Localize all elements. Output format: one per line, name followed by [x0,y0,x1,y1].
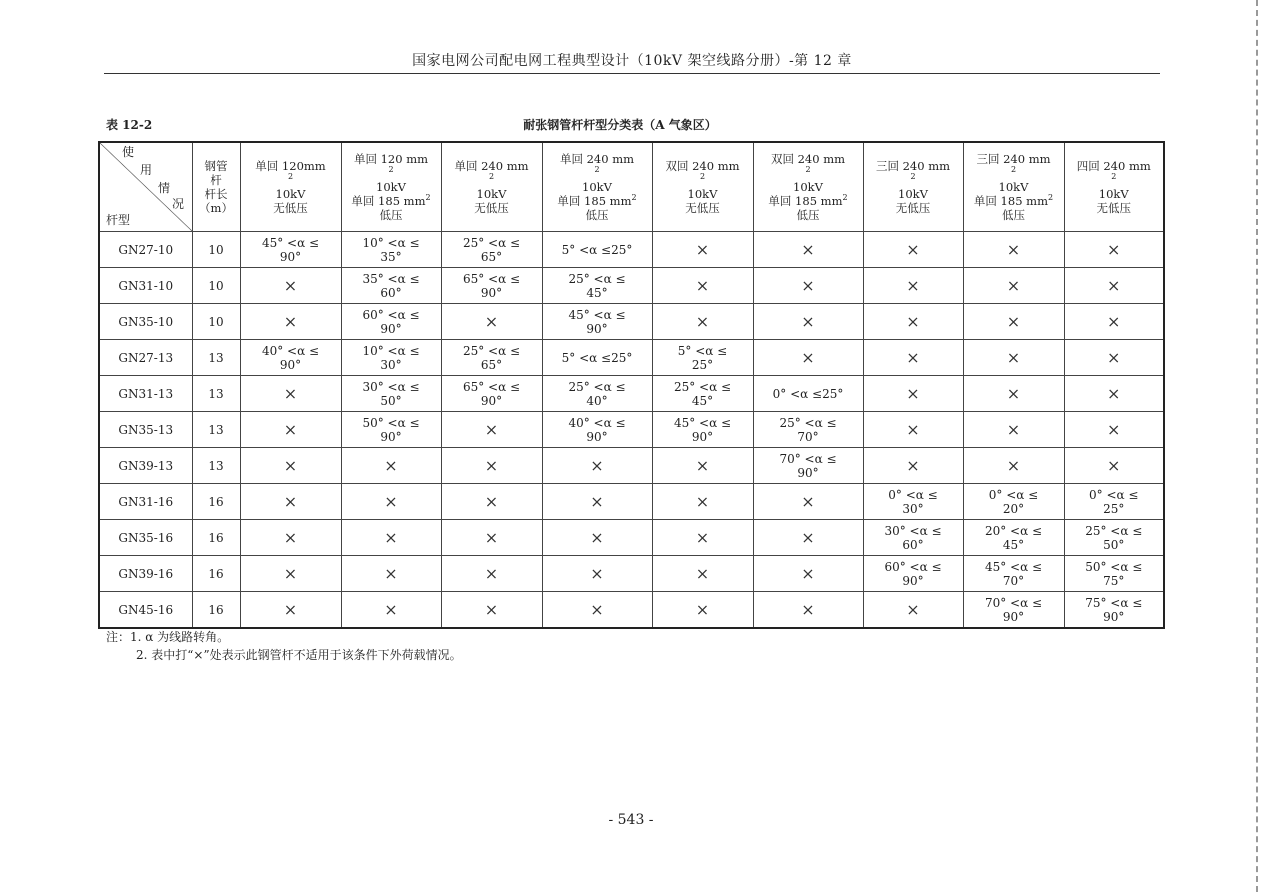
angle-range-line-1: 0° <α ≤25° [772,386,844,401]
angle-range-line-1: 70° <α ≤ [984,595,1043,610]
angle-range-cell [652,412,753,448]
not-applicable-cross-icon: × [863,232,963,268]
angle-range-line-2: 25° [691,357,714,372]
pole-type-cell: GN45-16 [99,592,192,629]
pole-length-cell: 16 [192,556,240,592]
not-applicable-cross-icon: × [863,448,963,484]
col-header-3: 单回 240 mm $^2$ 10kV 无低压 [441,142,542,232]
note-1: 注：1. α 为线路转角。 [106,630,230,644]
angle-range-line-1: 50° <α ≤ [362,415,420,430]
angle-range-cell [542,376,652,412]
not-applicable-cross-icon: × [240,484,341,520]
pole-length-cell: 13 [192,340,240,376]
angle-range-line-2: 75° [1103,573,1125,588]
angle-range-line-2: 90° [586,429,608,444]
pole-length-cell: 16 [192,484,240,520]
angle-range-line-1: 20° <α ≤ [984,523,1043,538]
angle-range-cell [341,232,441,268]
table-row [99,304,1164,340]
corner-diagonal-cell [99,142,192,232]
col-header-8: 三回 240 mm $^2$ 10kV 单回 185 $mm^2$ 低压 [963,142,1064,232]
angle-range-cell [652,376,753,412]
table-row [99,592,1164,629]
not-applicable-cross-icon: × [441,304,542,340]
col-pole-length-header: 钢管 杆 杆长 （m） [192,142,240,232]
angle-range-cell [240,340,341,376]
not-applicable-cross-icon: × [753,268,863,304]
pole-type-cell: GN31-16 [99,484,192,520]
corner-label-1: 使 [122,145,135,159]
angle-range-line-1: 75° <α ≤ [1085,595,1143,610]
pole-type-cell: GN39-16 [99,556,192,592]
angle-range-line-1: 25° <α ≤ [779,415,837,430]
angle-range-cell [542,340,652,376]
angle-range-line-2: 90° [586,321,608,336]
angle-range-cell [341,340,441,376]
angle-range-line-1: 40° <α ≤ [568,415,626,430]
not-applicable-cross-icon: × [652,556,753,592]
running-header: 国家电网公司配电网工程典型设计（10kV 架空线路分册）-第 12 章 [412,53,852,69]
angle-range-line-2: 90° [902,573,924,588]
table-row [99,268,1164,304]
not-applicable-cross-icon: × [441,448,542,484]
corner-label-4: 况 [172,197,185,211]
angle-range-cell [240,232,341,268]
col-header-4: 单回 240 mm $^2$ 10kV 单回 185 $mm^2$ 低压 [542,142,652,232]
not-applicable-cross-icon: × [652,268,753,304]
angle-range-cell [963,520,1064,556]
angle-range-cell [341,376,441,412]
pole-type-cell: GN27-10 [99,232,192,268]
table-row [99,520,1164,556]
not-applicable-cross-icon: × [652,592,753,629]
not-applicable-cross-icon: × [863,592,963,629]
angle-range-line-1: 5° <α ≤25° [561,242,633,257]
col-header-5: 双回 240 mm $^2$ 10kV 无低压 [652,142,753,232]
page-edge-dashes [1255,0,1258,892]
not-applicable-cross-icon: × [441,520,542,556]
not-applicable-cross-icon: × [863,412,963,448]
pole-type-cell: GN31-10 [99,268,192,304]
not-applicable-cross-icon: × [753,340,863,376]
table-row [99,484,1164,520]
angle-range-line-1: 45° <α ≤ [261,235,320,250]
angle-range-line-2: 40° [586,393,608,408]
angle-range-cell [441,376,542,412]
angle-range-cell [441,232,542,268]
angle-range-cell [542,304,652,340]
angle-range-cell [753,412,863,448]
angle-range-cell [542,412,652,448]
not-applicable-cross-icon: × [652,484,753,520]
angle-range-line-1: 45° <α ≤ [568,307,626,322]
angle-range-line-2: 60° [902,537,924,552]
angle-range-line-2: 45° [1002,537,1025,552]
col-header-7: 三回 240 mm $^2$ 10kV 无低压 [863,142,963,232]
angle-range-line-2: 20° [1002,501,1025,516]
not-applicable-cross-icon: × [753,232,863,268]
angle-range-line-1: 5° <α ≤ [677,343,728,358]
not-applicable-cross-icon: × [441,556,542,592]
angle-range-cell [1064,592,1164,629]
angle-range-line-2: 90° [380,429,402,444]
not-applicable-cross-icon: × [441,592,542,629]
angle-range-cell [963,556,1064,592]
angle-range-line-2: 60° [380,285,402,300]
pole-type-cell: GN35-10 [99,304,192,340]
angle-range-line-1: 25° <α ≤ [673,379,732,394]
not-applicable-cross-icon: × [863,376,963,412]
not-applicable-cross-icon: × [341,520,441,556]
note-2: 2. 表中打“×”处表示此钢管杆不适用于该条件下外荷载情况。 [136,648,462,662]
angle-range-cell [863,484,963,520]
angle-range-line-1: 10° <α ≤ [362,343,420,358]
angle-range-line-1: 10° <α ≤ [362,235,420,250]
not-applicable-cross-icon: × [1064,340,1164,376]
col-header-1: 单回 120mm $^2$ 10kV 无低压 [240,142,341,232]
angle-range-cell [341,304,441,340]
angle-range-line-2: 65° [480,357,503,372]
not-applicable-cross-icon: × [753,592,863,629]
angle-range-cell [963,484,1064,520]
angle-range-line-1: 25° <α ≤ [568,379,626,394]
corner-label-3: 情 [158,181,171,195]
angle-range-line-2: 90° [1002,609,1025,624]
angle-range-line-2: 90° [797,465,819,480]
angle-range-line-2: 45° [691,393,714,408]
not-applicable-cross-icon: × [652,304,753,340]
not-applicable-cross-icon: × [542,592,652,629]
pole-length-cell: 13 [192,412,240,448]
angle-range-line-1: 0° <α ≤ [888,487,938,502]
corner-label-2: 用 [140,163,153,177]
not-applicable-cross-icon: × [963,268,1064,304]
angle-range-cell [863,520,963,556]
table-number: 表 12-2 [106,118,153,132]
not-applicable-cross-icon: × [863,304,963,340]
col-header-6: 双回 240 mm $^2$ 10kV 单回 185 $mm^2$ 低压 [753,142,863,232]
angle-range-line-2: 30° [902,501,924,516]
corner-label-type: 杆型 [106,213,131,227]
angle-range-line-1: 60° <α ≤ [884,559,942,574]
angle-range-cell [542,268,652,304]
pole-length-cell: 10 [192,304,240,340]
not-applicable-cross-icon: × [542,556,652,592]
angle-range-line-2: 90° [279,357,302,372]
not-applicable-cross-icon: × [963,304,1064,340]
angle-range-cell [652,340,753,376]
angle-range-line-2: 65° [480,249,503,264]
not-applicable-cross-icon: × [1064,448,1164,484]
table-row [99,556,1164,592]
not-applicable-cross-icon: × [652,448,753,484]
angle-range-line-2: 90° [480,393,503,408]
angle-range-line-2: 90° [279,249,302,264]
not-applicable-cross-icon: × [863,340,963,376]
angle-range-line-1: 65° <α ≤ [462,271,521,286]
angle-range-cell [441,340,542,376]
not-applicable-cross-icon: × [753,556,863,592]
angle-range-line-1: 5° <α ≤25° [561,350,633,365]
not-applicable-cross-icon: × [240,304,341,340]
angle-range-cell [863,556,963,592]
angle-range-line-1: 25° <α ≤ [462,343,521,358]
pole-type-cell: GN39-13 [99,448,192,484]
table-row [99,448,1164,484]
col-header-2: 单回 120 mm $^2$ 10kV 单回 185 $mm^2$ 低压 [341,142,441,232]
not-applicable-cross-icon: × [963,412,1064,448]
not-applicable-cross-icon: × [542,484,652,520]
angle-range-line-1: 65° <α ≤ [462,379,521,394]
pole-type-cell: GN27-13 [99,340,192,376]
not-applicable-cross-icon: × [341,484,441,520]
angle-range-cell [341,268,441,304]
not-applicable-cross-icon: × [1064,376,1164,412]
angle-range-cell [753,376,863,412]
table-row [99,340,1164,376]
not-applicable-cross-icon: × [963,232,1064,268]
pole-length-cell: 13 [192,448,240,484]
not-applicable-cross-icon: × [240,520,341,556]
not-applicable-cross-icon: × [341,556,441,592]
angle-range-line-1: 30° <α ≤ [884,523,942,538]
angle-range-line-1: 35° <α ≤ [362,271,420,286]
not-applicable-cross-icon: × [753,520,863,556]
angle-range-line-1: 45° <α ≤ [673,415,732,430]
angle-range-cell [1064,520,1164,556]
angle-range-cell [753,448,863,484]
not-applicable-cross-icon: × [441,484,542,520]
not-applicable-cross-icon: × [753,304,863,340]
angle-range-line-2: 70° [1002,573,1025,588]
not-applicable-cross-icon: × [963,448,1064,484]
not-applicable-cross-icon: × [1064,268,1164,304]
pole-type-cell: GN35-13 [99,412,192,448]
angle-range-cell [963,592,1064,629]
not-applicable-cross-icon: × [542,520,652,556]
col-header-9: 四回 240 mm $^2$ 10kV 无低压 [1064,142,1164,232]
not-applicable-cross-icon: × [652,520,753,556]
angle-range-line-1: 30° <α ≤ [362,379,420,394]
not-applicable-cross-icon: × [240,448,341,484]
not-applicable-cross-icon: × [1064,412,1164,448]
angle-range-line-2: 50° [380,393,402,408]
pole-length-cell: 13 [192,376,240,412]
angle-range-line-2: 35° [380,249,402,264]
not-applicable-cross-icon: × [240,376,341,412]
angle-range-line-2: 70° [797,429,819,444]
not-applicable-cross-icon: × [542,448,652,484]
not-applicable-cross-icon: × [240,592,341,629]
not-applicable-cross-icon: × [652,232,753,268]
pole-length-cell: 10 [192,268,240,304]
not-applicable-cross-icon: × [1064,232,1164,268]
angle-range-line-1: 60° <α ≤ [362,307,420,322]
not-applicable-cross-icon: × [863,268,963,304]
not-applicable-cross-icon: × [240,268,341,304]
angle-range-line-2: 45° [586,285,608,300]
angle-range-line-2: 90° [480,285,503,300]
angle-range-line-1: 25° <α ≤ [462,235,521,250]
angle-range-line-1: 40° <α ≤ [261,343,320,358]
not-applicable-cross-icon: × [1064,304,1164,340]
pole-classification-table [98,141,1165,629]
angle-range-line-1: 25° <α ≤ [1085,523,1143,538]
angle-range-line-2: 90° [380,321,402,336]
angle-range-cell [1064,556,1164,592]
angle-range-line-2: 25° [1103,501,1125,516]
table-row [99,412,1164,448]
not-applicable-cross-icon: × [341,448,441,484]
table-row [99,376,1164,412]
pole-length-cell: 16 [192,520,240,556]
pole-length-cell: 16 [192,592,240,629]
angle-range-line-1: 50° <α ≤ [1085,559,1143,574]
table-row [99,232,1164,268]
pole-type-cell: GN31-13 [99,376,192,412]
angle-range-line-2: 50° [1103,537,1125,552]
pole-length-cell: 10 [192,232,240,268]
table-notes [106,628,462,664]
angle-range-cell [341,412,441,448]
angle-range-line-1: 45° <α ≤ [984,559,1043,574]
table-title: 耐张钢管杆杆型分类表（A 气象区） [523,118,717,132]
angle-range-line-1: 0° <α ≤ [988,487,1039,502]
angle-range-cell [441,268,542,304]
angle-range-line-2: 30° [380,357,402,372]
not-applicable-cross-icon: × [753,484,863,520]
angle-range-cell [1064,484,1164,520]
not-applicable-cross-icon: × [240,412,341,448]
not-applicable-cross-icon: × [240,556,341,592]
not-applicable-cross-icon: × [963,376,1064,412]
angle-range-line-2: 90° [691,429,714,444]
not-applicable-cross-icon: × [963,340,1064,376]
page-number: - 543 - [608,812,654,828]
not-applicable-cross-icon: × [341,592,441,629]
angle-range-line-2: 90° [1103,609,1125,624]
not-applicable-cross-icon: × [441,412,542,448]
angle-range-line-1: 70° <α ≤ [779,451,837,466]
table-header-row [99,142,1164,232]
angle-range-line-1: 0° <α ≤ [1089,487,1139,502]
angle-range-cell [542,232,652,268]
angle-range-line-1: 25° <α ≤ [568,271,626,286]
header-rule [104,73,1160,74]
pole-type-cell: GN35-16 [99,520,192,556]
